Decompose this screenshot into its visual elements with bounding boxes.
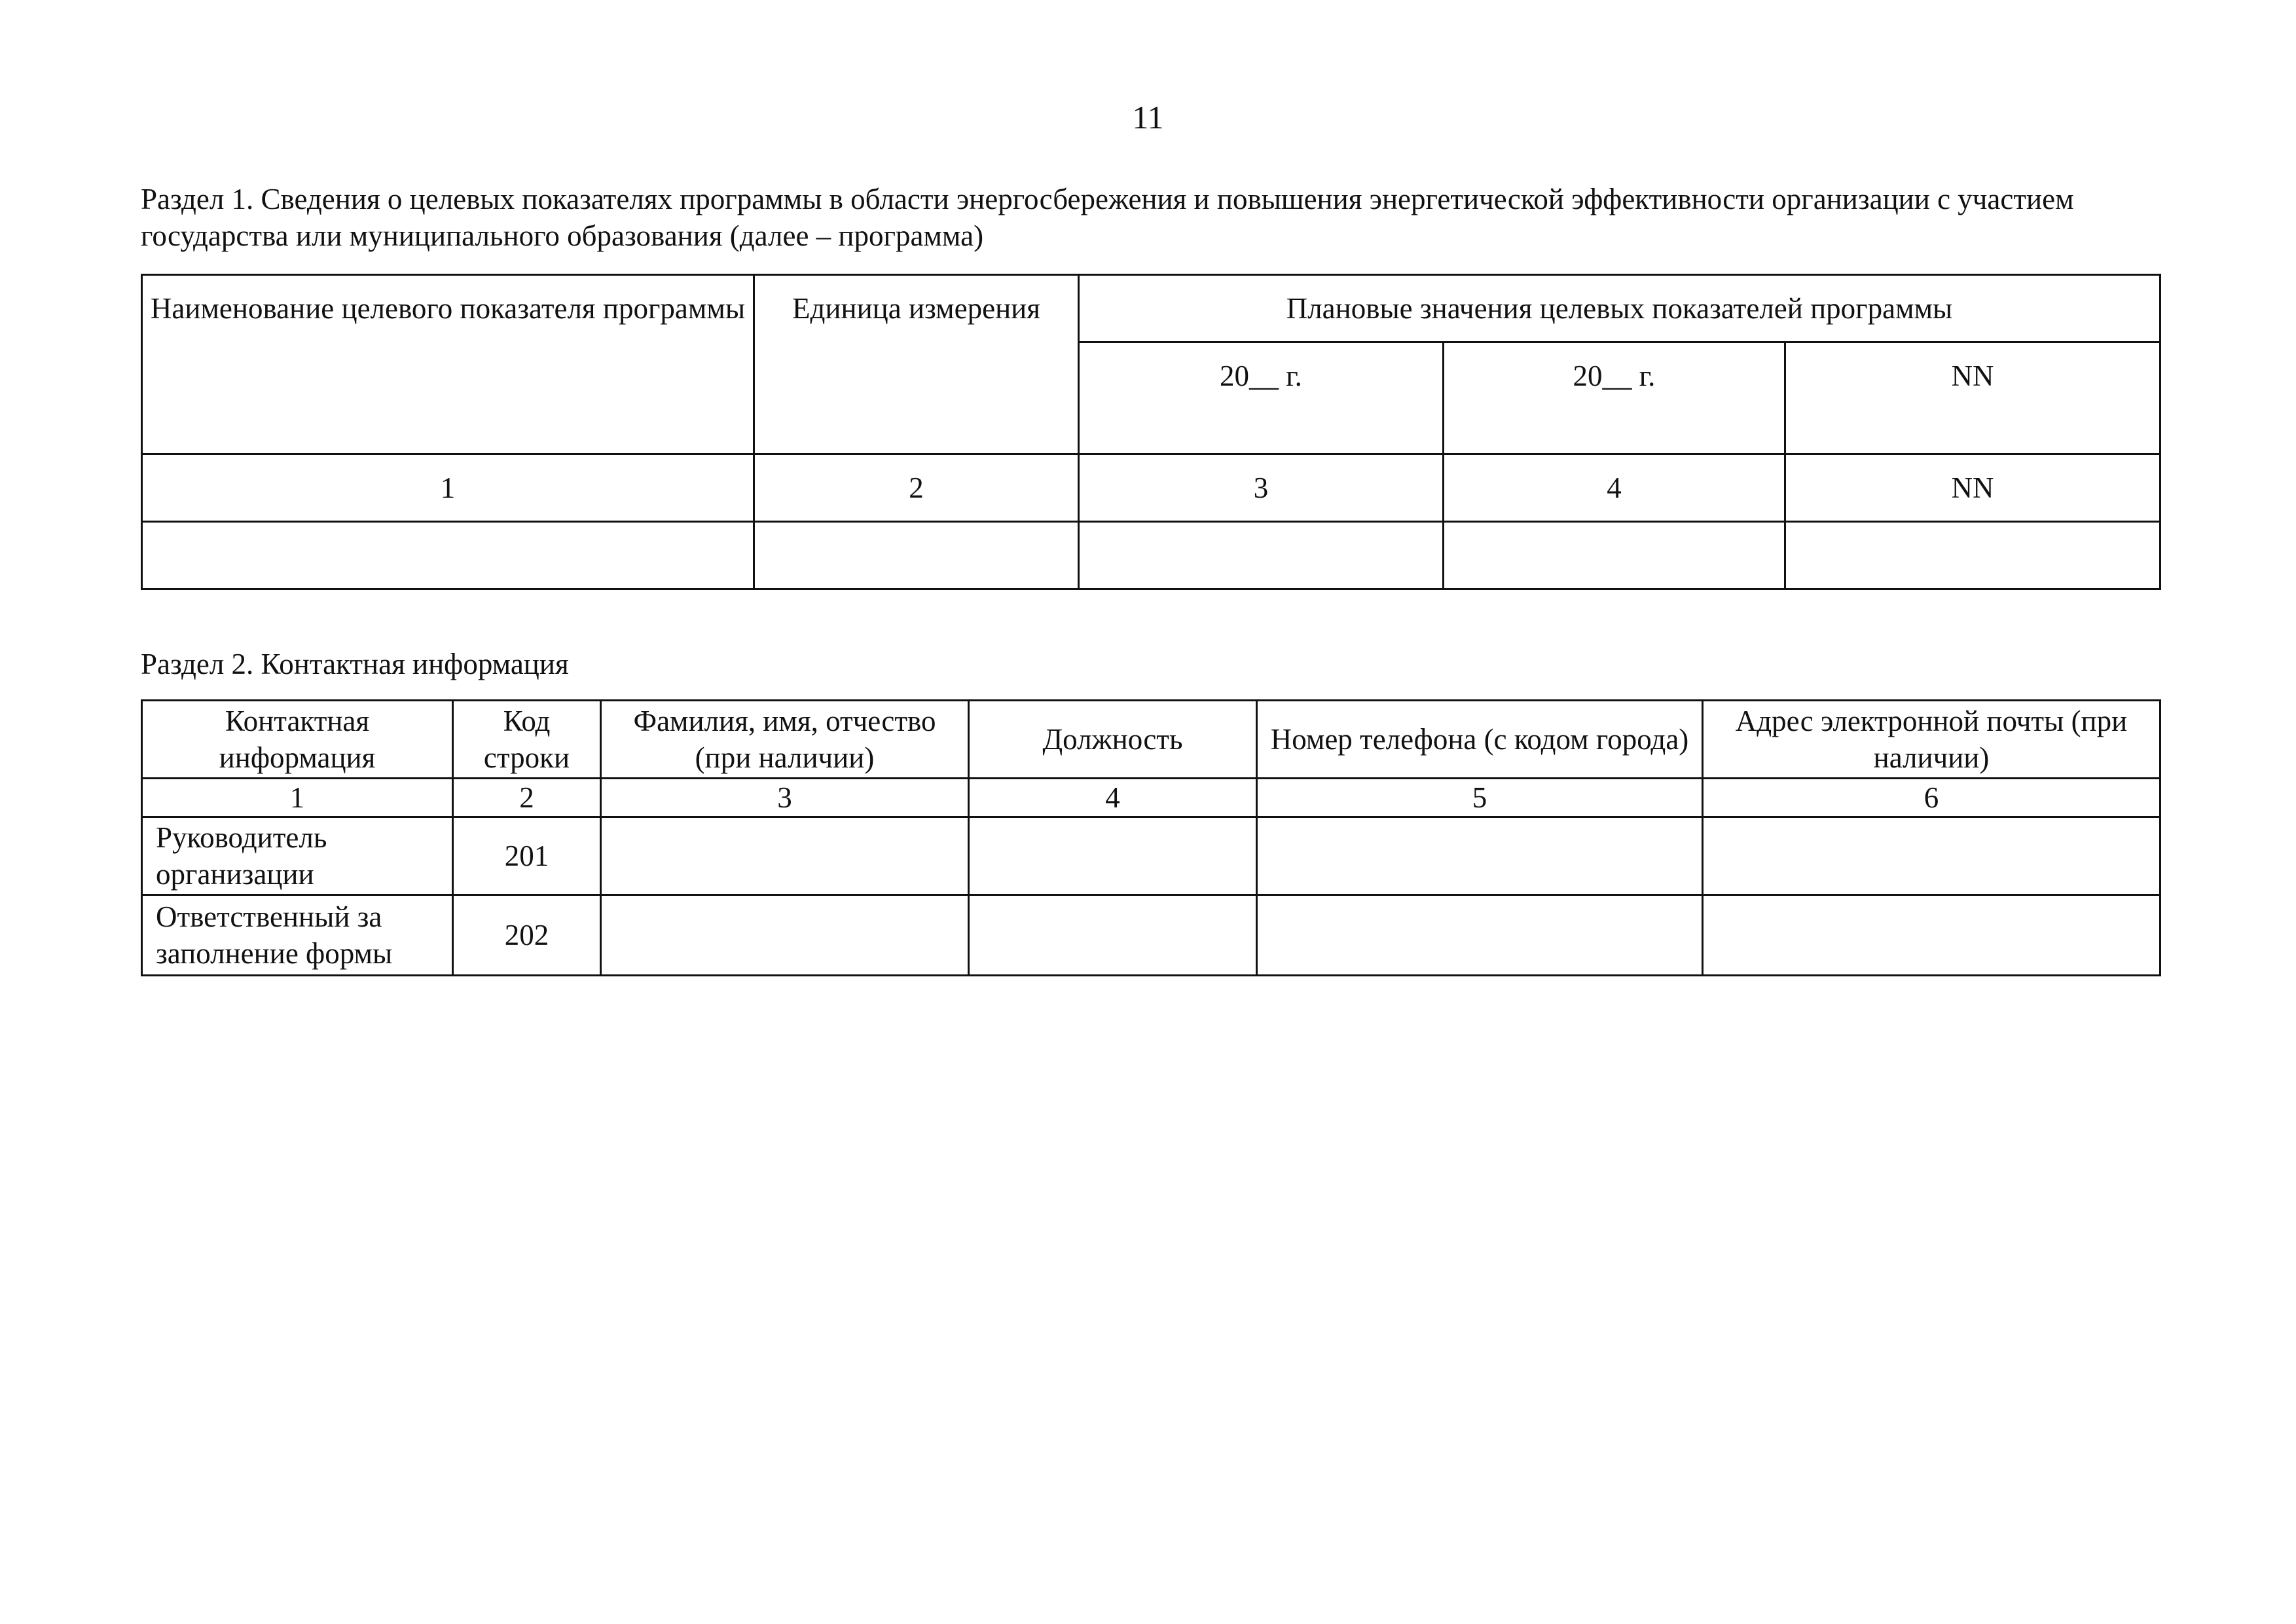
empty-cell xyxy=(601,817,969,895)
row-label-head: Руководитель организации xyxy=(142,817,453,895)
header-phone: Номер телефона (с кодом города) xyxy=(1257,701,1703,779)
header-position: Должность xyxy=(969,701,1257,779)
header-indicator-name: Наименование целевого показателя программы xyxy=(142,275,754,454)
table-row xyxy=(142,895,2160,976)
empty-cell xyxy=(969,817,1257,895)
empty-cell xyxy=(1444,522,1785,589)
column-number: 6 xyxy=(1703,779,2160,817)
header-full-name: Фамилия, имя, отчество (при наличии) xyxy=(601,701,969,779)
column-number: 3 xyxy=(1079,454,1444,522)
column-number: 2 xyxy=(453,779,601,817)
column-number: 5 xyxy=(1257,779,1703,817)
table-header-row xyxy=(142,701,2160,779)
header-contact-info: Контактная информация xyxy=(142,701,453,779)
header-email: Адрес электронной почты (при наличии) xyxy=(1703,701,2160,779)
empty-cell xyxy=(1257,817,1703,895)
column-number: NN xyxy=(1785,454,2160,522)
empty-cell xyxy=(1703,895,2160,976)
empty-cell xyxy=(601,895,969,976)
column-number: 1 xyxy=(142,454,754,522)
header-unit: Единица измерения xyxy=(754,275,1079,454)
header-year-2: 20__ г. xyxy=(1444,342,1785,454)
section-1-title: Раздел 1. Сведения о целевых показателях программы в области энергосбережения и повышения энергетической эффективности организации с участием государства или муниципального образования (далее – программа) xyxy=(141,183,2074,252)
empty-cell xyxy=(754,522,1079,589)
empty-cell xyxy=(1257,895,1703,976)
row-code: 201 xyxy=(453,817,601,895)
table-row xyxy=(142,817,2160,895)
column-number-row xyxy=(142,779,2160,817)
page-number: 11 xyxy=(1132,99,1164,136)
column-number: 4 xyxy=(1444,454,1785,522)
header-row-code: Код строки xyxy=(453,701,601,779)
table-row xyxy=(142,522,2160,589)
column-number: 1 xyxy=(142,779,453,817)
empty-cell xyxy=(142,522,754,589)
empty-cell xyxy=(969,895,1257,976)
header-year-nn: NN xyxy=(1785,342,2160,454)
row-code: 202 xyxy=(453,895,601,976)
column-number: 3 xyxy=(601,779,969,817)
empty-cell xyxy=(1703,817,2160,895)
empty-cell xyxy=(1079,522,1444,589)
column-number-row xyxy=(142,454,2160,522)
target-indicators-table xyxy=(141,274,2161,590)
header-planned-values: Плановые значения целевых показателей программы xyxy=(1079,275,2160,342)
row-label-responsible: Ответственный за заполнение формы xyxy=(142,895,453,976)
column-number: 4 xyxy=(969,779,1257,817)
header-year-1: 20__ г. xyxy=(1079,342,1444,454)
contact-info-table xyxy=(141,699,2161,976)
table-header-row xyxy=(142,275,2160,342)
column-number: 2 xyxy=(754,454,1079,522)
empty-cell xyxy=(1785,522,2160,589)
section-2-title: Раздел 2. Контактная информация xyxy=(141,648,569,680)
